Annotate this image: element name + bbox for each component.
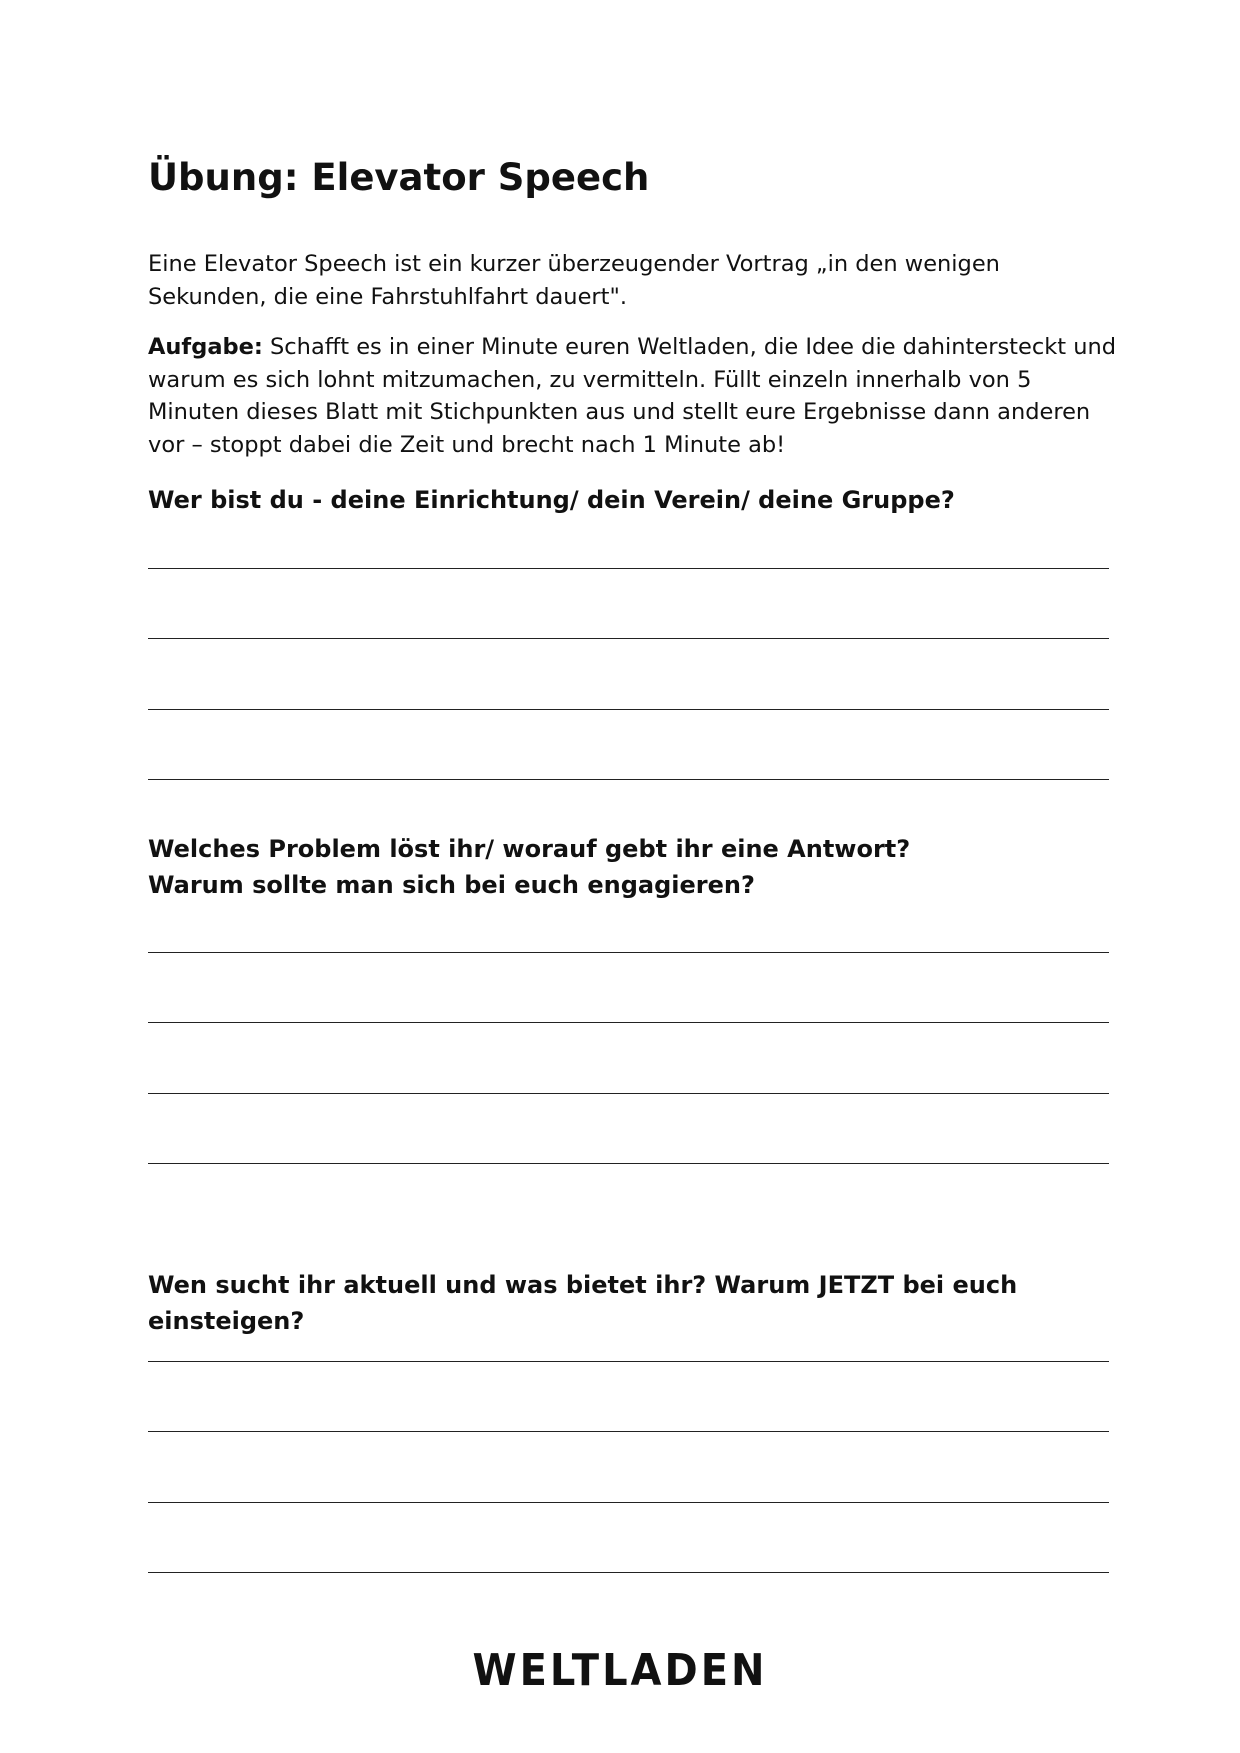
answer-line-2-3[interactable] bbox=[148, 1093, 1109, 1094]
task-text: Schafft es in einer Minute euren Weltladen, die Idee die dahintersteckt und warum es sich lohnt mitzumachen, zu vermitteln. Füllt einzeln innerhalb von 5 Minuten dieses Blatt mit Stichpunkten aus und stellt eure Ergebnisse dann anderen vor – stoppt dabei die Zeit und brecht nach 1 Minute ab! bbox=[148, 334, 1117, 458]
question-2-line-2: Warum sollte man sich bei euch engagieren? bbox=[148, 871, 755, 899]
answer-line-1-4[interactable] bbox=[148, 779, 1109, 780]
answer-line-1-1[interactable] bbox=[148, 568, 1109, 569]
intro-text: Eine Elevator Speech ist ein kurzer überzeugender Vortrag „in den wenigen Sekunden, die eine Fahrstuhlfahrt dauert". bbox=[148, 251, 1000, 310]
task-paragraph bbox=[148, 331, 1123, 461]
question-2-line-1: Welches Problem löst ihr/ worauf gebt ihr eine Antwort? bbox=[148, 835, 911, 863]
question-2 bbox=[148, 831, 1128, 903]
answer-line-3-2[interactable] bbox=[148, 1431, 1109, 1432]
weltladen-logo: WELTLADEN bbox=[472, 1646, 768, 1696]
task-label: Aufgabe: bbox=[148, 334, 263, 360]
answer-line-3-1[interactable] bbox=[148, 1361, 1109, 1362]
question-1 bbox=[148, 482, 1128, 518]
answer-line-3-4[interactable] bbox=[148, 1572, 1109, 1573]
answer-line-2-1[interactable] bbox=[148, 952, 1109, 953]
answer-line-1-2[interactable] bbox=[148, 638, 1109, 639]
question-1-line-1: Wer bist du - deine Einrichtung/ dein Verein/ deine Gruppe? bbox=[148, 486, 955, 514]
answer-line-1-3[interactable] bbox=[148, 709, 1109, 710]
question-3-line-2: einsteigen? bbox=[148, 1307, 305, 1335]
answer-line-2-4[interactable] bbox=[148, 1163, 1109, 1164]
question-3-line-1: Wen sucht ihr aktuell und was bietet ihr? Warum JETZT bei euch bbox=[148, 1271, 1018, 1299]
question-3 bbox=[148, 1267, 1128, 1339]
answer-line-2-2[interactable] bbox=[148, 1022, 1109, 1023]
page-title: Übung: Elevator Speech bbox=[148, 156, 650, 199]
answer-line-3-3[interactable] bbox=[148, 1502, 1109, 1503]
